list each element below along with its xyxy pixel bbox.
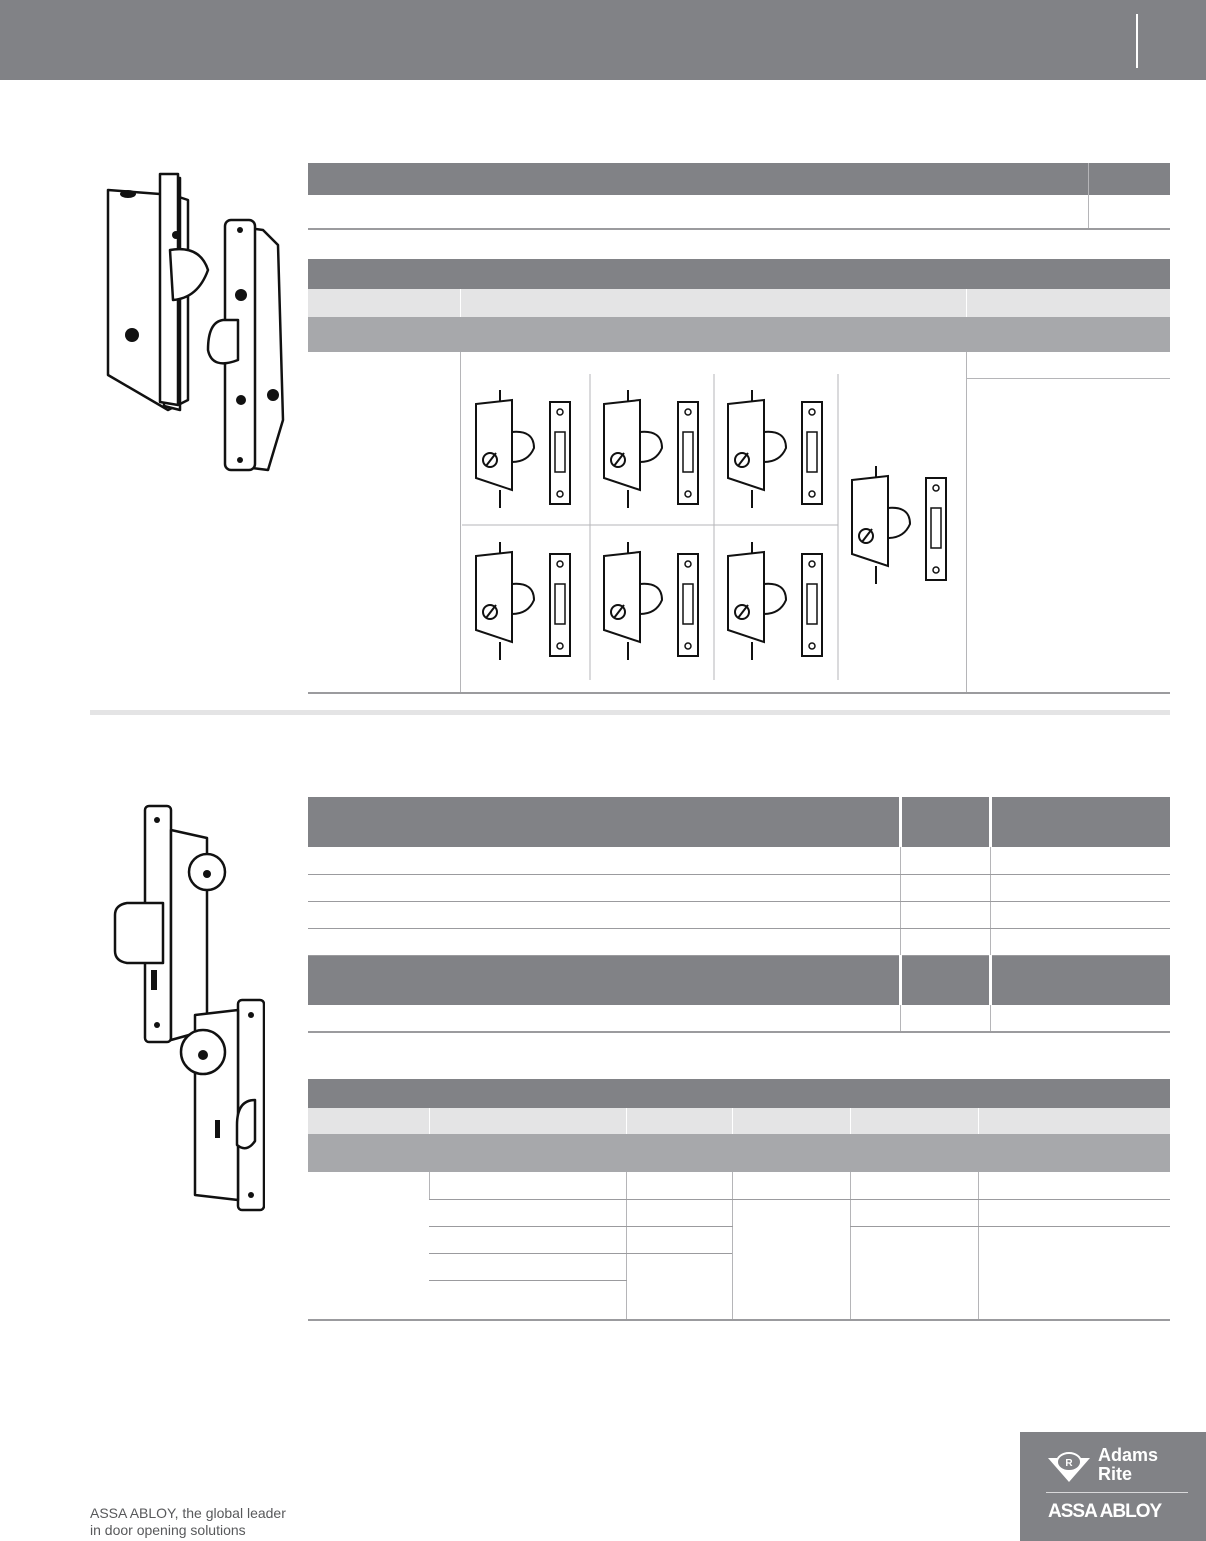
section-separator: [90, 710, 1170, 715]
deadlock-product-icon: [105, 800, 265, 1220]
footer-tagline: [90, 1505, 286, 1539]
footer-line-1: ASSA ABLOY, the global leader: [90, 1505, 286, 1521]
handing-diagram-grid: [462, 374, 964, 684]
spec-table-2: [308, 797, 1170, 1033]
logo-name: [1098, 1446, 1158, 1484]
top-banner: [0, 0, 1206, 80]
logo-name-line-1: Adams: [1098, 1445, 1159, 1465]
brand-logo: [1020, 1432, 1206, 1541]
hook-latch-product-icon: [98, 170, 288, 480]
footer-line-2: in door opening solutions: [90, 1522, 246, 1538]
logo-name-line-2: Rite: [1098, 1464, 1133, 1484]
logo-divider: [1046, 1492, 1188, 1493]
options-table: [308, 1079, 1170, 1321]
adams-rite-logo-icon: [1046, 1450, 1092, 1484]
spec-table-1: [308, 163, 1170, 230]
logo-company: ASSA ABLOY: [1048, 1501, 1162, 1522]
svg-text:R: R: [1065, 1458, 1073, 1469]
banner-divider: [1136, 14, 1138, 68]
